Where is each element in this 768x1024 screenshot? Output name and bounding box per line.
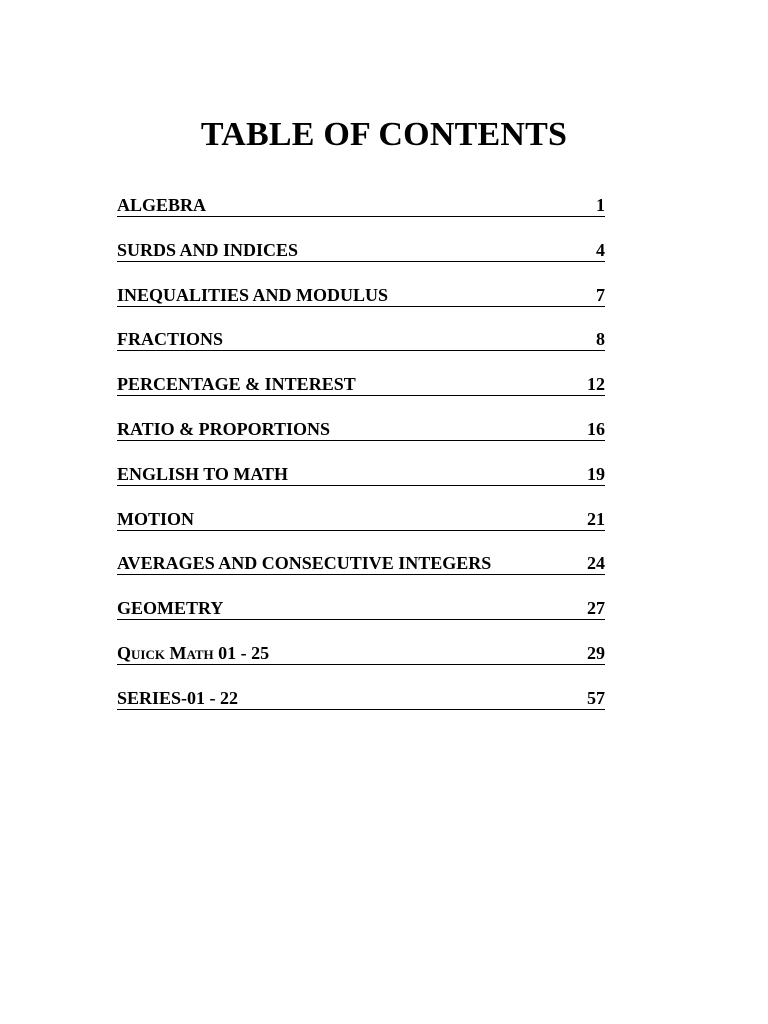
toc-entry-inequalities-and-modulus[interactable] xyxy=(117,280,605,325)
toc-entry-geometry[interactable] xyxy=(117,593,605,638)
toc-entry-page-number: 1 xyxy=(596,195,605,215)
toc-entry-averages-and-consecutive-integers[interactable] xyxy=(117,548,605,593)
toc-entry-series[interactable] xyxy=(117,683,605,728)
toc-row xyxy=(117,597,605,620)
toc-row xyxy=(117,418,605,441)
toc-entry-algebra[interactable] xyxy=(117,190,605,235)
toc-entry-english-to-math[interactable] xyxy=(117,459,605,504)
page-title: TABLE OF CONTENTS xyxy=(200,116,568,153)
toc-row xyxy=(117,194,605,217)
toc-entry-ratio-and-proportions[interactable] xyxy=(117,414,605,459)
toc-row xyxy=(117,687,605,710)
toc-row xyxy=(117,284,605,307)
toc-entry-label: SERIES-01 - 22 xyxy=(117,687,239,708)
toc-entry-percentage-and-interest[interactable] xyxy=(117,369,605,414)
toc-entry-page-number: 7 xyxy=(596,284,605,305)
toc-entry-label: SURDS AND INDICES xyxy=(117,239,299,260)
toc-entry-page-number: 19 xyxy=(587,463,605,484)
toc-entry-page-number: 8 xyxy=(596,329,605,350)
toc-entry-page-number: 16 xyxy=(587,418,605,439)
toc-entry-page-number: 24 xyxy=(587,553,605,574)
toc-entry-page-number: 57 xyxy=(587,687,605,708)
toc-entry-label: INEQUALITIES AND MODULUS xyxy=(117,284,389,305)
toc-list xyxy=(117,190,605,728)
toc-row xyxy=(117,463,605,486)
toc-entry-label: AVERAGES AND CONSECUTIVE INTEGERS xyxy=(117,553,492,574)
toc-entry-quick-math[interactable] xyxy=(117,638,605,683)
toc-entry-page-number: 29 xyxy=(587,642,605,663)
toc-row xyxy=(117,508,605,531)
toc-entry-label: ENGLISH TO MATH xyxy=(117,463,289,484)
toc-row xyxy=(117,373,605,396)
toc-entry-fractions[interactable] xyxy=(117,324,605,369)
toc-entry-label: ALGEBRA xyxy=(117,195,207,215)
toc-entry-label: FRACTIONS xyxy=(117,329,224,350)
toc-entry-page-number: 12 xyxy=(587,374,605,395)
toc-row xyxy=(117,328,605,351)
toc-entry-label: GEOMETRY xyxy=(117,598,224,619)
toc-entry-label xyxy=(117,643,269,664)
toc-row xyxy=(117,239,605,262)
toc-entry-page-number: 4 xyxy=(596,239,605,260)
toc-entry-label-text: Quick Math 01 - 25 xyxy=(117,642,270,663)
toc-entry-motion[interactable] xyxy=(117,504,605,549)
toc-entry-surds-and-indices[interactable] xyxy=(117,235,605,280)
toc-entry-label: MOTION xyxy=(117,508,195,529)
toc-row xyxy=(117,642,605,665)
toc-entry-label: RATIO & PROPORTIONS xyxy=(117,418,331,439)
toc-entry-page-number: 27 xyxy=(587,598,605,619)
toc-entry-page-number: 21 xyxy=(587,508,605,529)
toc-row xyxy=(117,552,605,575)
toc-entry-label: PERCENTAGE & INTEREST xyxy=(117,374,356,395)
